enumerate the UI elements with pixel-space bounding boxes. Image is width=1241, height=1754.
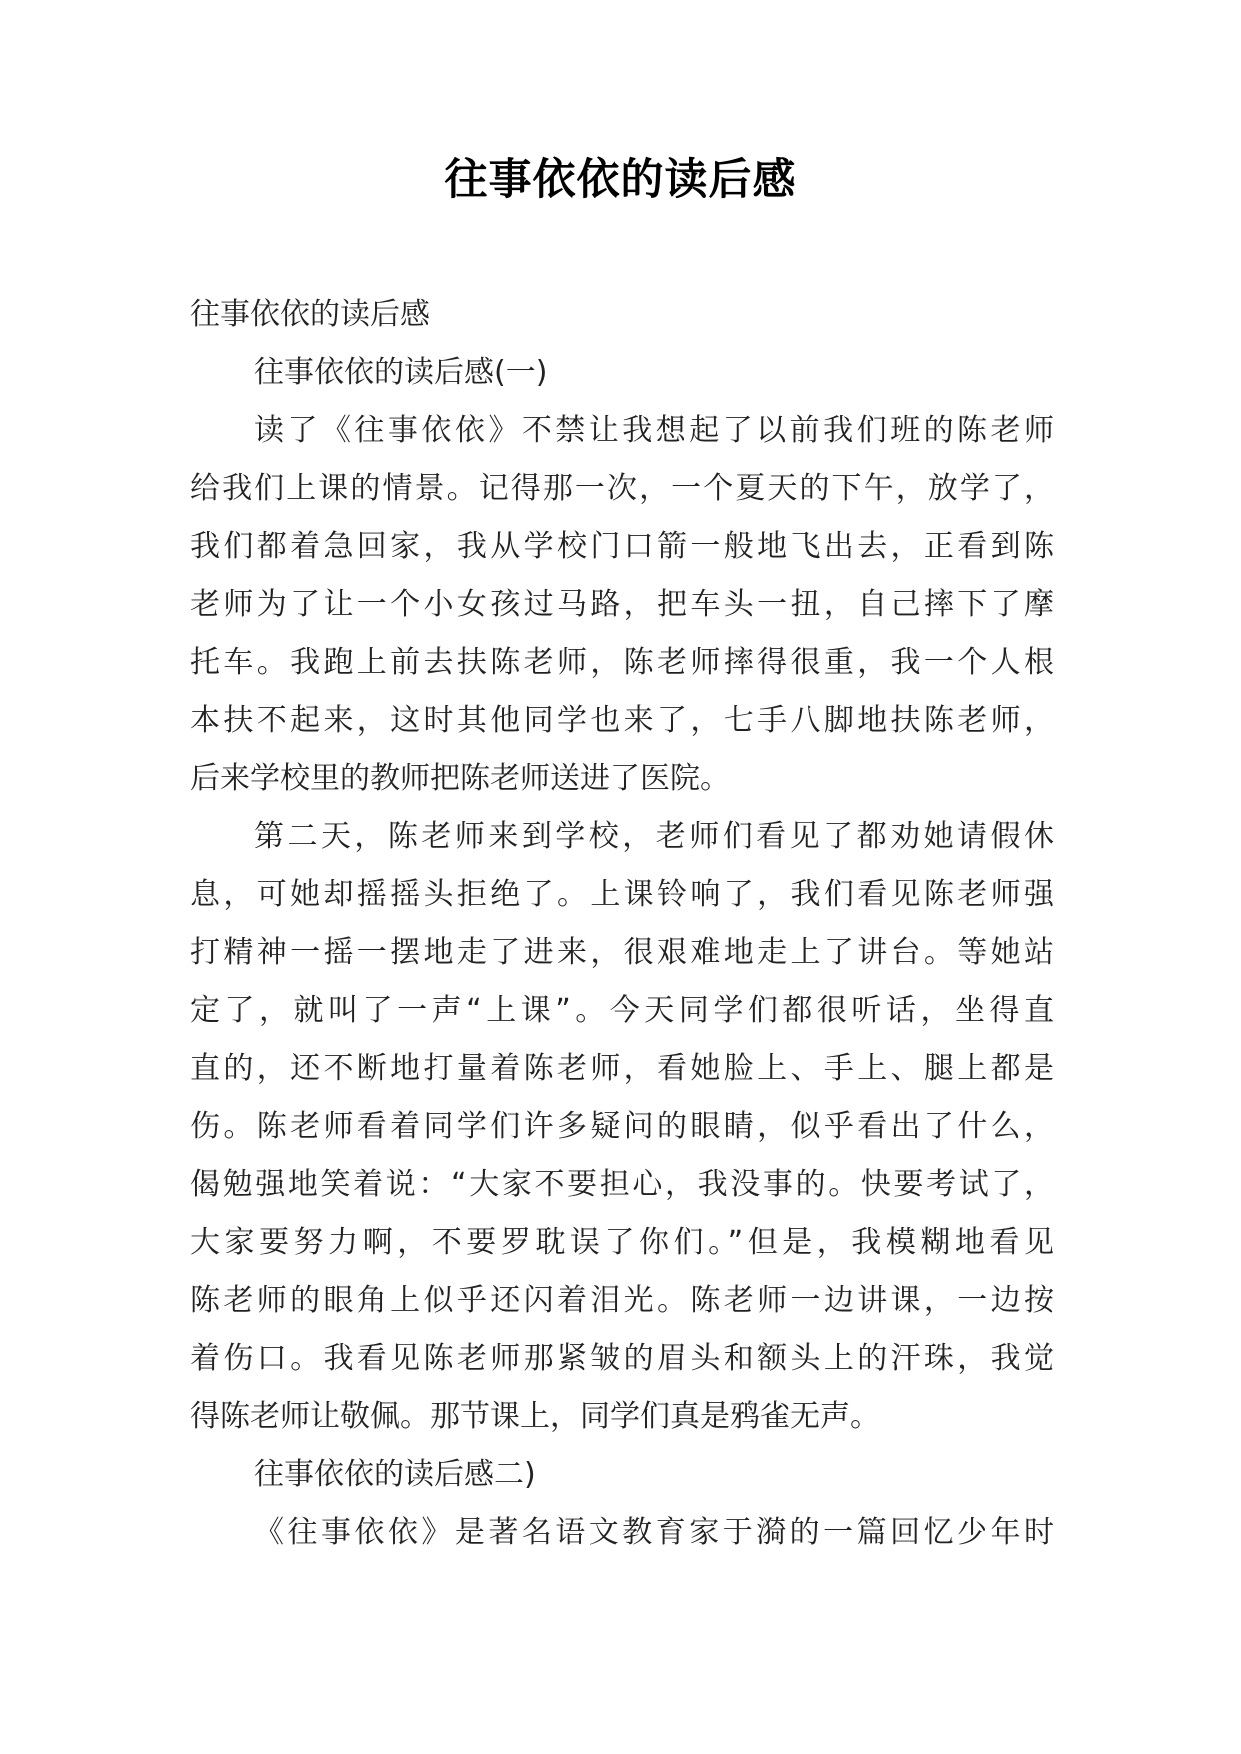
text-line: 直的，还不断地打量着陈老师，看她脸上、手上、腿上都是 <box>190 1051 1054 1086</box>
text-line: 第二天，陈老师来到学校，老师们看见了都劝她请假休 <box>254 819 1054 854</box>
text-line: 托车。我跑上前去扶陈老师，陈老师摔得很重，我一个人根 <box>190 645 1054 680</box>
text-line: 着伤口。我看见陈老师那紧皱的眉头和额头上的汗珠，我觉 <box>190 1341 1054 1376</box>
text-line: 打精神一摇一摆地走了进来，很艰难地走上了讲台。等她站 <box>190 935 1054 970</box>
text-line: 往事依依的读后感二) <box>254 1457 536 1492</box>
text-line: 往事依依的读后感(一) <box>254 355 548 390</box>
text-line: 给我们上课的情景。记得那一次，一个夏天的下午，放学了， <box>190 471 1054 506</box>
text-line: 息，可她却摇摇头拒绝了。上课铃响了，我们看见陈老师强 <box>190 877 1054 912</box>
text-line: 偈勉强地笑着说：“大家不要担心，我没事的。快要考试了， <box>190 1167 1054 1202</box>
text-line: 伤。陈老师看着同学们许多疑问的眼睛，似乎看出了什么， <box>190 1109 1054 1144</box>
text-line: 老师为了让一个小女孩过马路，把车头一扭，自己摔下了摩 <box>190 587 1054 622</box>
text-line: 得陈老师让敬佩。那节课上，同学们真是鸦雀无声。 <box>190 1399 880 1434</box>
text-line: 陈老师的眼角上似乎还闪着泪光。陈老师一边讲课，一边按 <box>190 1283 1054 1318</box>
document-title: 往事依依的读后感 <box>444 155 797 205</box>
text-line: 后来学校里的教师把陈老师送进了医院。 <box>190 761 730 796</box>
document-body <box>190 286 1054 1562</box>
text-line: 本扶不起来，这时其他同学也来了，七手八脚地扶陈老师， <box>190 703 1054 738</box>
text-line: 《往事依依》是著名语文教育家于漪的一篇回忆少年时 <box>254 1515 1054 1550</box>
text-line: 定了，就叫了一声“上课”。今天同学们都很听话，坐得直 <box>190 993 1054 1028</box>
text-line: 往事依依的读后感 <box>190 297 430 332</box>
text-line: 读了《往事依依》不禁让我想起了以前我们班的陈老师 <box>254 413 1054 448</box>
text-line: 大家要努力啊，不要罗耽误了你们。”但是，我模糊地看见 <box>190 1225 1054 1260</box>
text-line: 我们都着急回家，我从学校门口箭一般地飞出去，正看到陈 <box>190 529 1054 564</box>
